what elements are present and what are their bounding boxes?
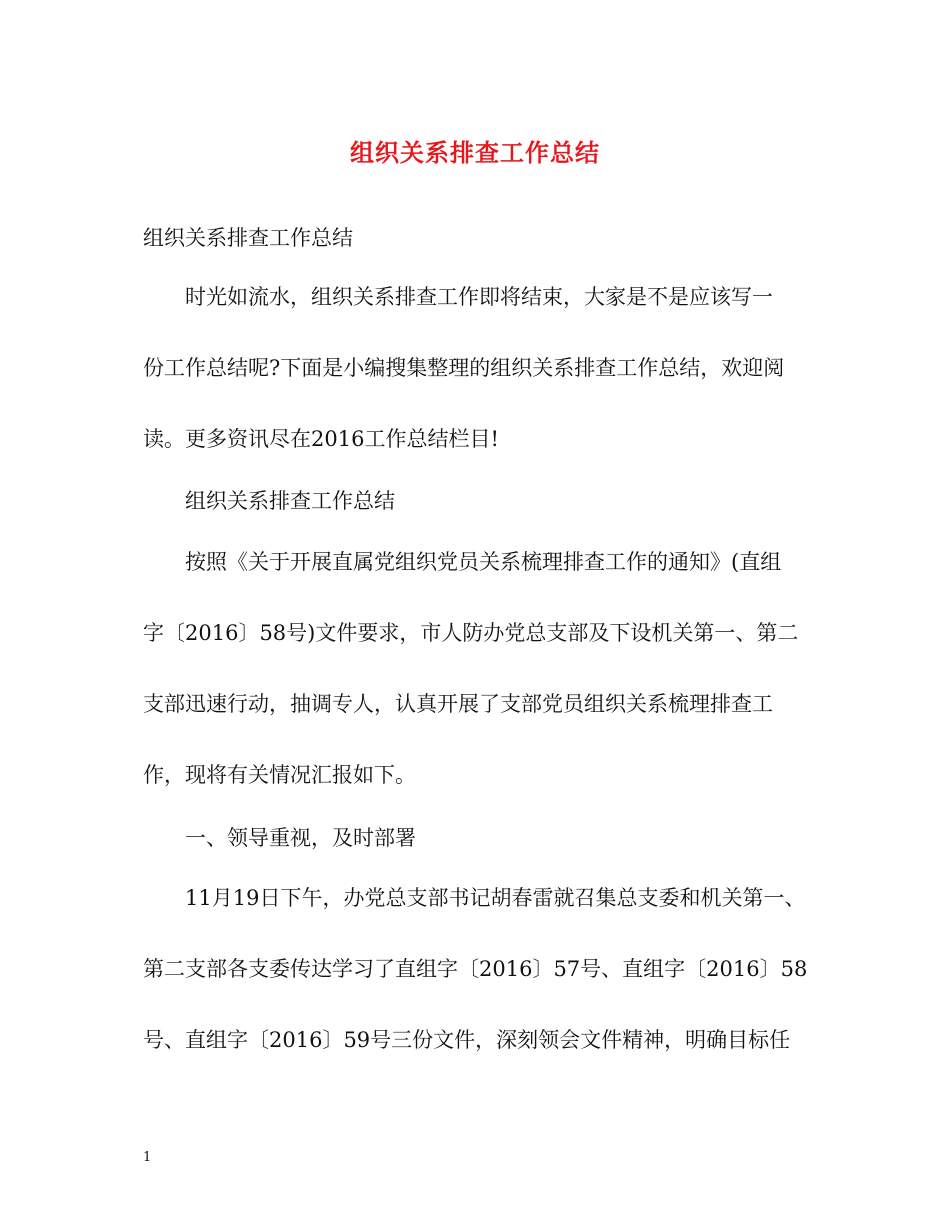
text-line: 按照《关于开展直属党组织党员关系梳理排查工作的通知》(直组 [185,550,782,574]
text-line: 号、直组字〔2016〕59号三份文件，深刻领会文件精神，明确目标任 [143,1028,791,1052]
text-line: 作，现将有关情况汇报如下。 [143,763,416,787]
text-line: 第二支部各支委传达学习了直组字〔2016〕57号、直组字〔2016〕58 [143,957,808,981]
page-number: 1 [143,1150,152,1165]
text-line: 读。更多资讯尽在2016工作总结栏目! [143,427,499,451]
text-line: 一、领导重视，及时部署 [185,826,416,850]
text-line: 支部迅速行动，抽调专人，认真开展了支部党员组织关系梳理排查工 [143,692,773,716]
text-line: 11月19日下午，办党总支部书记胡春雷就召集总支委和机关第一、 [185,886,806,910]
text-line: 份工作总结呢?下面是小编搜集整理的组织关系排查工作总结，欢迎阅 [143,356,785,380]
text-line: 组织关系排查工作总结 [185,489,395,513]
text-line: 字〔2016〕58号)文件要求，市人防办党总支部及下设机关第一、第二 [143,621,799,645]
document-title: 组织关系排查工作总结 [350,138,600,167]
text-line: 组织关系排查工作总结 [143,226,353,250]
text-line: 时光如流水，组织关系排查工作即将结束，大家是不是应该写一 [185,285,773,309]
